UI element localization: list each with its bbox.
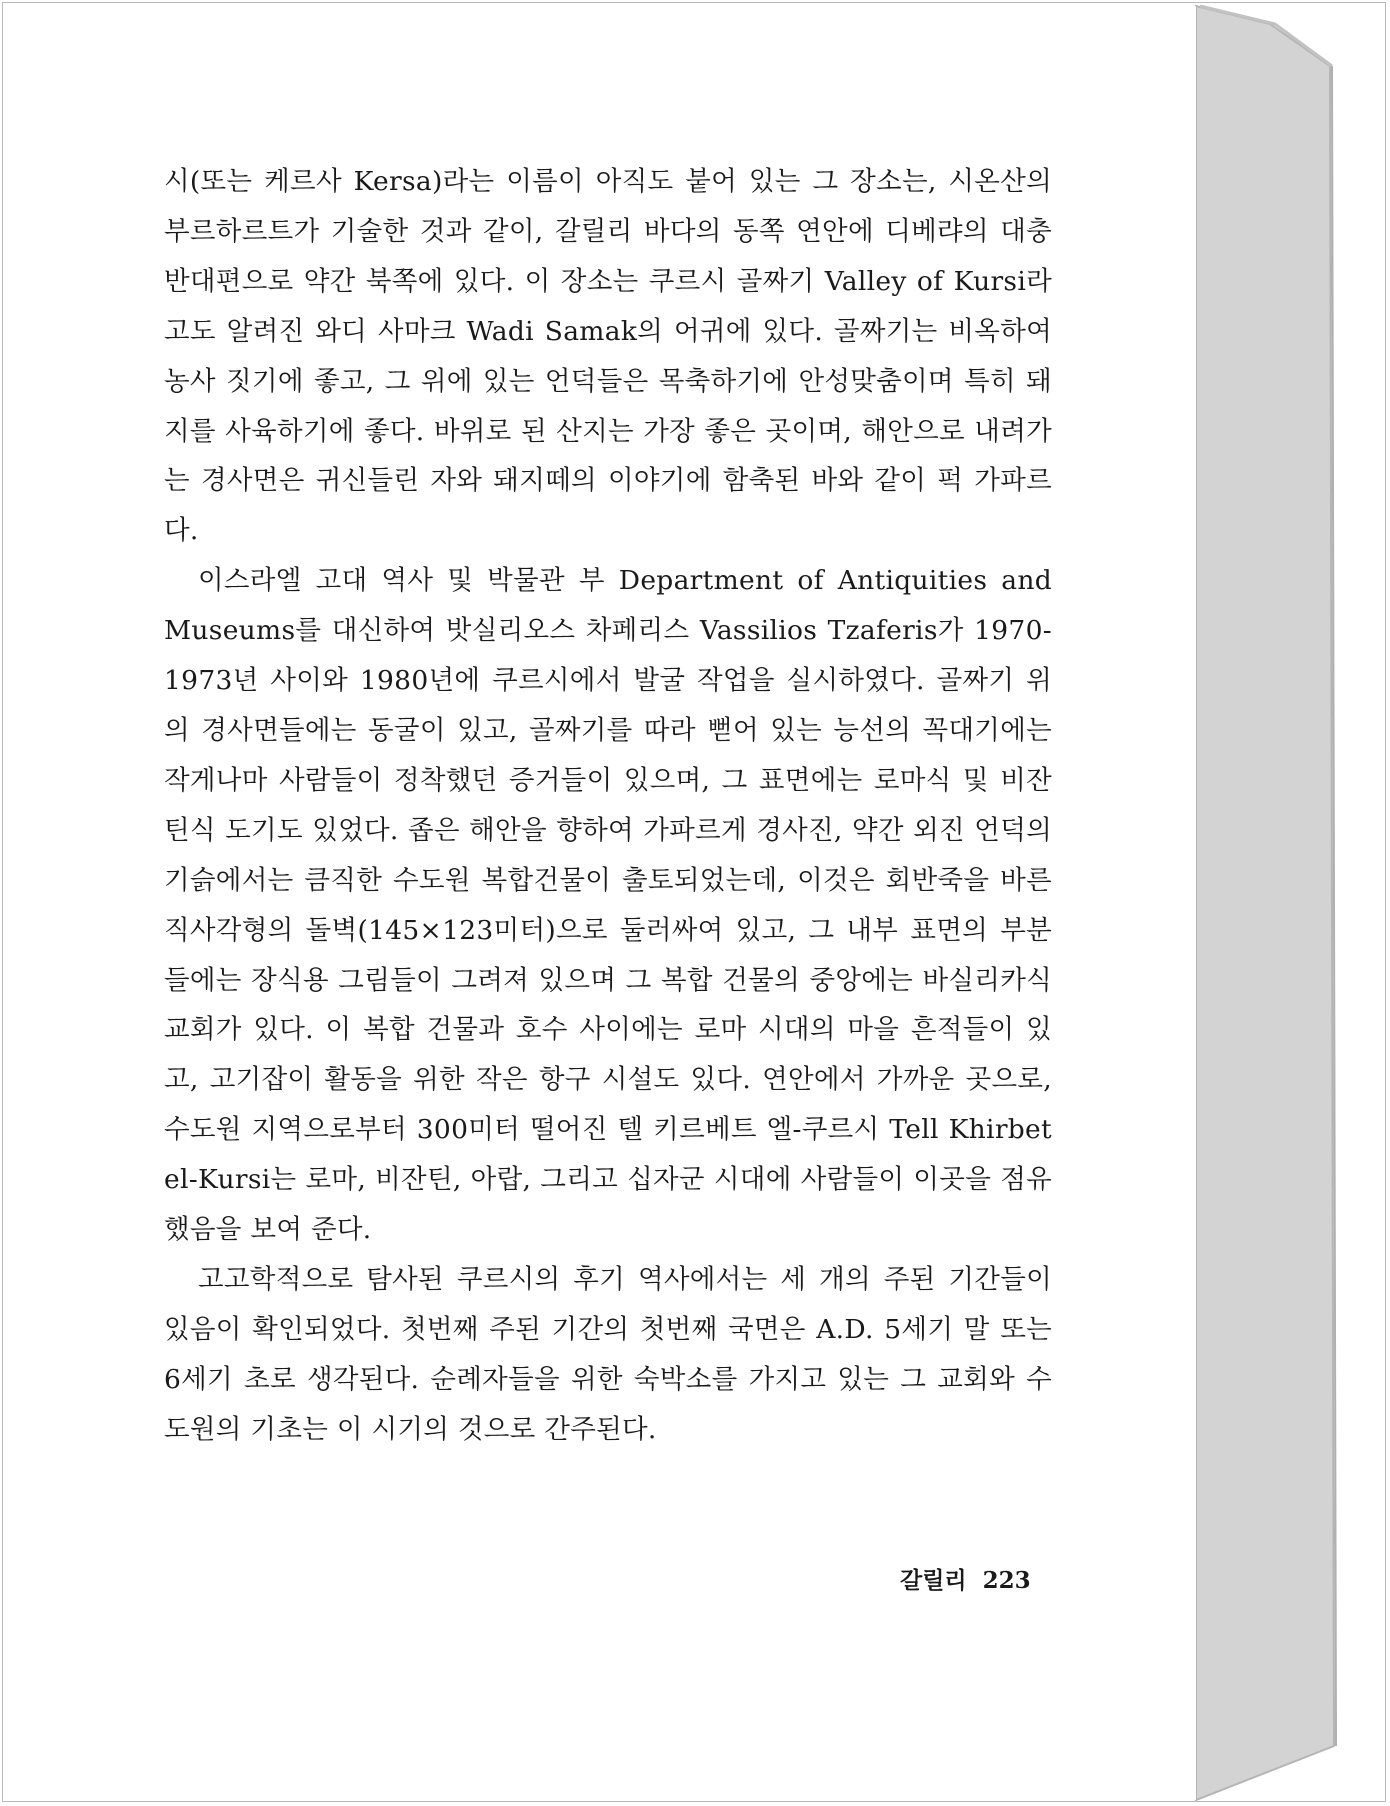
page-number: 223 <box>982 1567 1031 1594</box>
paragraph-1: 시(또는 케르사 Kersa)라는 이름이 아직도 붙어 있는 그 장소는, 시온산의 부르하르트가 기술한 것과 같이, 갈릴리 바다의 동쪽 연안에 디베랴의 대충 반대편으로 약간 북쪽에 있다. 이 장소는 쿠르시 골짜기 Valley of Kursi라고도 알려진 와디 사마크 Wadi Samak의 어귀에 있다. 골짜기는 비옥하여 농사 짓기에 좋고, 그 위에 있는 언덕들은 목축하기에 안성맞춤이며 특히 돼지를 사육하기에 좋다. 바위로 된 산지는 가장 좋은 곳이며, 해안으로 내려가는 경사면은 귀신들린 자와 돼지떼의 이야기에 함축된 바와 같이 퍽 가파르다. <box>164 166 1052 547</box>
paragraph-2: 이스라엘 고대 역사 및 박물관 부 Department of Antiquities and Museums를 대신하여 밧실리오스 차페리스 Vassilios Tzaferis가 1970-1973년 사이와 1980년에 쿠르시에서 발굴 작업을 실시하였다. 골짜기 위의 경사면들에는 동굴이 있고, 골짜기를 따라 뻗어 있는 능선의 꼭대기에는 작게나마 사람들이 정착했던 증거들이 있으며, 그 표면에는 로마식 및 비잔틴식 도기도 있었다. 좁은 해안을 향하여 가파르게 경사진, 약간 외진 언덕의 기슭에서는 큼직한 수도원 복합건물이 출토되었는데, 이것은 회반죽을 바른 직사각형의 돌벽(145×123미터)으로 둘러싸여 있고, 그 내부 표면의 부분들에는 장식용 그림들이 그려져 있으며 그 복합 건물의 중앙에는 바실리카식 교회가 있다. 이 복합 건물과 호수 사이에는 로마 시대의 마을 흔적들이 있고, 고기잡이 활동을 위한 작은 항구 시설도 있다. 연안에서 가까운 곳으로, 수도원 지역으로부터 300미터 떨어진 텔 키르베트 엘-쿠르시 Tell Khirbet el-Kursi는 로마, 비잔틴, 아랍, 그리고 십자군 시대에 사람들이 이곳을 점유했음을 보여 준다. <box>164 565 1052 1246</box>
paragraph-3: 고고학적으로 탐사된 쿠르시의 후기 역사에서는 세 개의 주된 기간들이 있음이 확인되었다. 첫번째 주된 기간의 첫번째 국면은 A.D. 5세기 말 또는 6세기 초로 생각된다. 순례자들을 위한 숙박소를 가지고 있는 그 교회와 수도원의 기초는 이 시기의 것으로 간주된다. <box>164 1263 1052 1445</box>
body-text <box>164 157 1052 1455</box>
footer-section-title: 갈릴리 <box>900 1567 967 1594</box>
page-footer <box>900 1562 1031 1595</box>
